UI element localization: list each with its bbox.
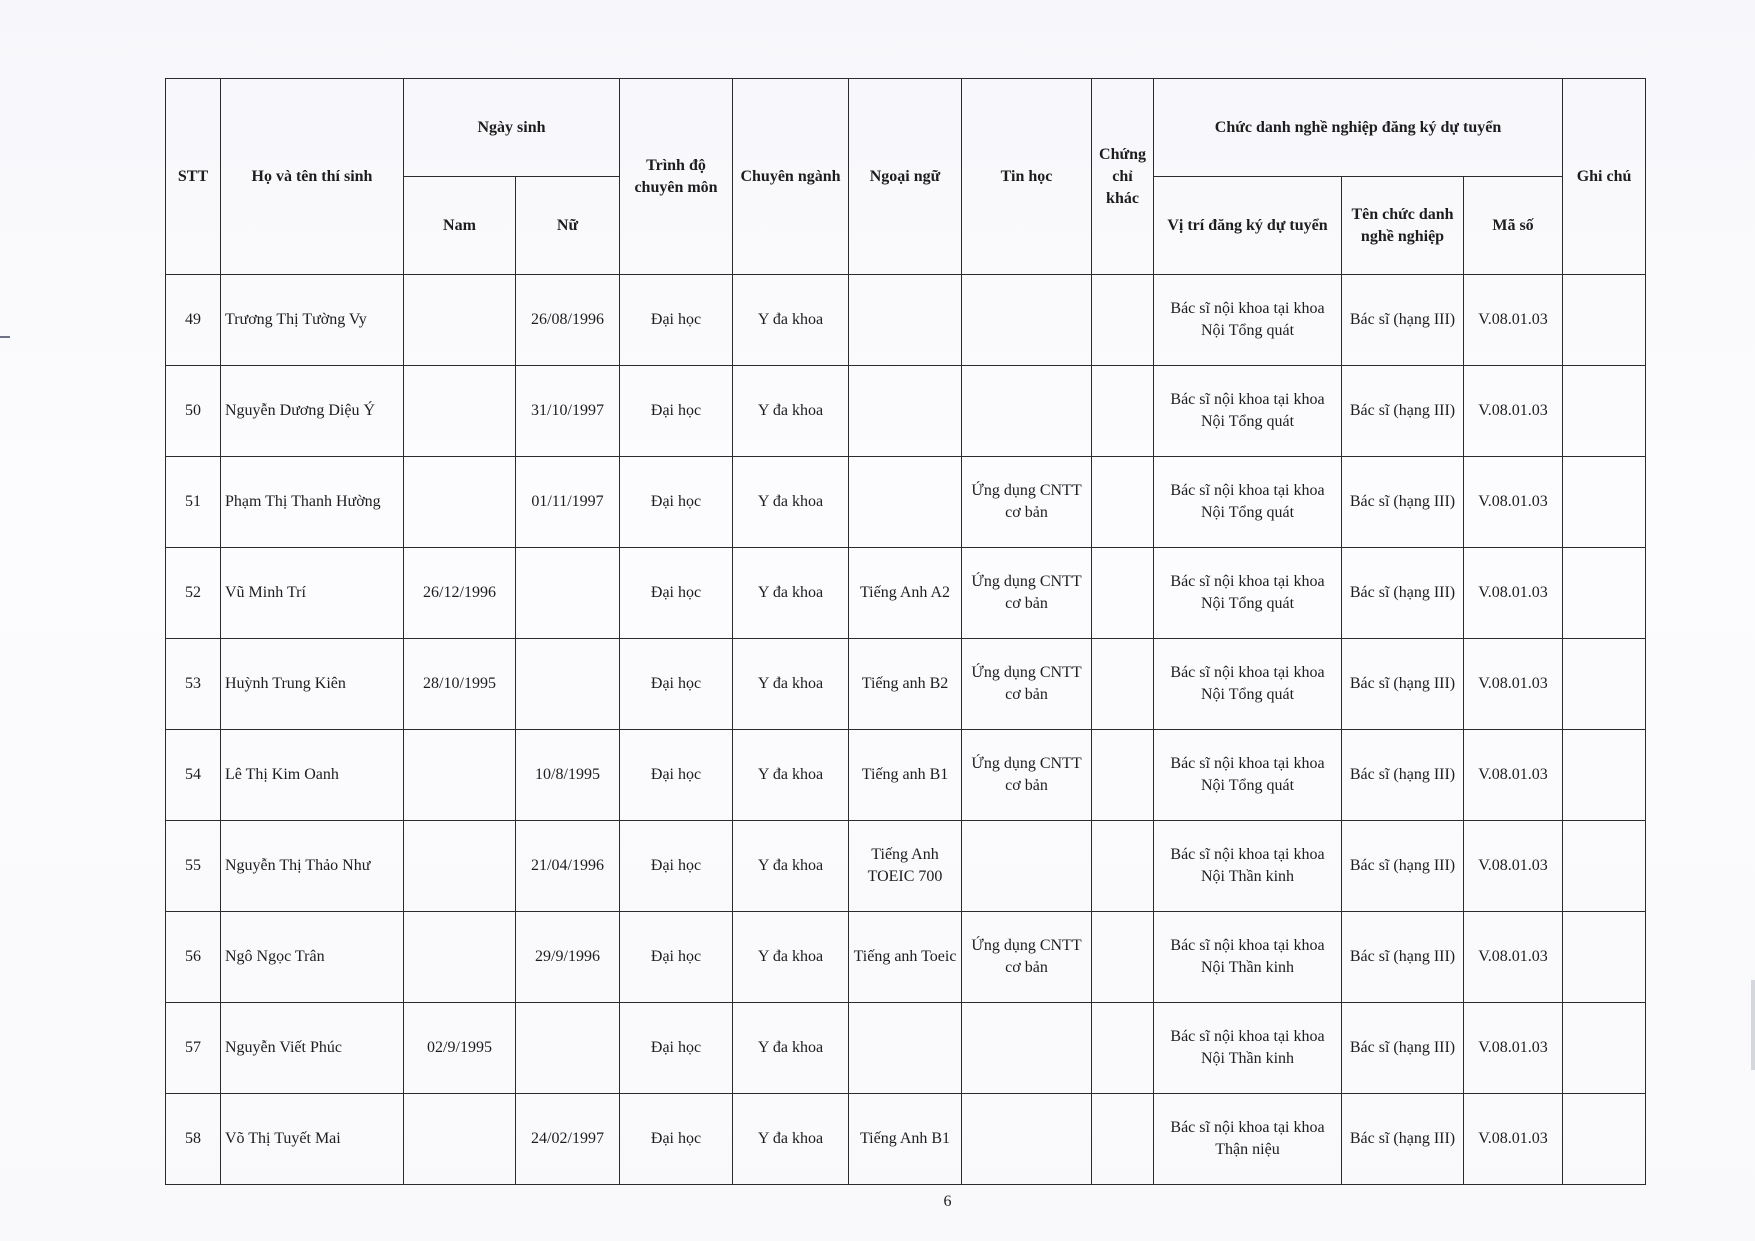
cell-major: Y đa khoa — [733, 912, 849, 1003]
cell-level: Đại học — [620, 639, 733, 730]
cell-language: Tiếng anh B1 — [849, 730, 962, 821]
header-dob: Ngày sinh — [404, 79, 620, 177]
cell-language: Tiếng Anh B1 — [849, 1094, 962, 1185]
cell-name: Huỳnh Trung Kiên — [221, 639, 404, 730]
cell-dob-male — [404, 457, 516, 548]
header-code: Mã số — [1464, 177, 1563, 275]
cell-code: V.08.01.03 — [1464, 366, 1563, 457]
cell-major: Y đa khoa — [733, 1094, 849, 1185]
cell-level: Đại học — [620, 366, 733, 457]
cell-name: Nguyễn Thị Thảo Như — [221, 821, 404, 912]
header-other-cert: Chứng chỉ khác — [1092, 79, 1154, 275]
cell-dob-male — [404, 275, 516, 366]
cell-position: Bác sĩ nội khoa tại khoa Nội Tổng quát — [1154, 730, 1342, 821]
cell-major: Y đa khoa — [733, 548, 849, 639]
cell-stt: 50 — [166, 366, 221, 457]
cell-position: Bác sĩ nội khoa tại khoa Thận niệu — [1154, 1094, 1342, 1185]
cell-stt: 55 — [166, 821, 221, 912]
cell-stt: 57 — [166, 1003, 221, 1094]
cell-note — [1563, 1094, 1646, 1185]
cell-language: Tiếng anh Toeic — [849, 912, 962, 1003]
cell-stt: 53 — [166, 639, 221, 730]
cell-position: Bác sĩ nội khoa tại khoa Nội Thần kinh — [1154, 1003, 1342, 1094]
cell-code: V.08.01.03 — [1464, 1094, 1563, 1185]
cell-name: Lê Thị Kim Oanh — [221, 730, 404, 821]
header-note: Ghi chú — [1563, 79, 1646, 275]
cell-code: V.08.01.03 — [1464, 912, 1563, 1003]
cell-major: Y đa khoa — [733, 457, 849, 548]
cell-name: Nguyễn Viết Phúc — [221, 1003, 404, 1094]
cell-name: Phạm Thị Thanh Hường — [221, 457, 404, 548]
cell-language — [849, 457, 962, 548]
cell-code: V.08.01.03 — [1464, 275, 1563, 366]
cell-stt: 52 — [166, 548, 221, 639]
cell-it — [962, 821, 1092, 912]
cell-other-cert — [1092, 912, 1154, 1003]
cell-level: Đại học — [620, 821, 733, 912]
table-row — [166, 639, 1646, 730]
cell-title: Bác sĩ (hạng III) — [1342, 639, 1464, 730]
cell-language — [849, 366, 962, 457]
cell-title: Bác sĩ (hạng III) — [1342, 366, 1464, 457]
cell-other-cert — [1092, 366, 1154, 457]
header-position: Vị trí đăng ký dự tuyển — [1154, 177, 1342, 275]
table-body — [166, 275, 1646, 1185]
cell-it — [962, 1003, 1092, 1094]
cell-language: Tiếng Anh A2 — [849, 548, 962, 639]
cell-dob-female — [516, 639, 620, 730]
header-name: Họ và tên thí sinh — [221, 79, 404, 275]
cell-level: Đại học — [620, 1003, 733, 1094]
header-position-group: Chức danh nghề nghiệp đăng ký dự tuyển — [1154, 79, 1563, 177]
table-row — [166, 548, 1646, 639]
table-row — [166, 275, 1646, 366]
cell-code: V.08.01.03 — [1464, 821, 1563, 912]
cell-dob-female: 26/08/1996 — [516, 275, 620, 366]
cell-stt: 54 — [166, 730, 221, 821]
header-row-1 — [166, 79, 1646, 177]
header-stt: STT — [166, 79, 221, 275]
header-dob-male: Nam — [404, 177, 516, 275]
cell-note — [1563, 912, 1646, 1003]
table-row — [166, 1003, 1646, 1094]
table-row — [166, 912, 1646, 1003]
cell-dob-male: 26/12/1996 — [404, 548, 516, 639]
table-row — [166, 730, 1646, 821]
cell-level: Đại học — [620, 912, 733, 1003]
cell-other-cert — [1092, 730, 1154, 821]
cell-position: Bác sĩ nội khoa tại khoa Nội Tổng quát — [1154, 275, 1342, 366]
cell-position: Bác sĩ nội khoa tại khoa Nội Tổng quát — [1154, 548, 1342, 639]
cell-it — [962, 1094, 1092, 1185]
cell-dob-male — [404, 1094, 516, 1185]
cell-note — [1563, 366, 1646, 457]
scan-artifact-edge — [1751, 980, 1755, 1070]
cell-other-cert — [1092, 457, 1154, 548]
cell-position: Bác sĩ nội khoa tại khoa Nội Thần kinh — [1154, 821, 1342, 912]
cell-other-cert — [1092, 275, 1154, 366]
cell-name: Vũ Minh Trí — [221, 548, 404, 639]
cell-language — [849, 1003, 962, 1094]
cell-title: Bác sĩ (hạng III) — [1342, 457, 1464, 548]
cell-it: Ứng dụng CNTT cơ bản — [962, 912, 1092, 1003]
cell-position: Bác sĩ nội khoa tại khoa Nội Tổng quát — [1154, 366, 1342, 457]
cell-major: Y đa khoa — [733, 366, 849, 457]
cell-language: Tiếng Anh TOEIC 700 — [849, 821, 962, 912]
cell-note — [1563, 1003, 1646, 1094]
cell-stt: 49 — [166, 275, 221, 366]
header-language: Ngoại ngữ — [849, 79, 962, 275]
table-row — [166, 1094, 1646, 1185]
cell-stt: 58 — [166, 1094, 221, 1185]
cell-major: Y đa khoa — [733, 639, 849, 730]
scan-artifact-mark — [0, 336, 10, 338]
cell-major: Y đa khoa — [733, 1003, 849, 1094]
cell-dob-male — [404, 366, 516, 457]
cell-name: Ngô Ngọc Trân — [221, 912, 404, 1003]
cell-position: Bác sĩ nội khoa tại khoa Nội Thần kinh — [1154, 912, 1342, 1003]
header-level: Trình độ chuyên môn — [620, 79, 733, 275]
cell-dob-male: 02/9/1995 — [404, 1003, 516, 1094]
cell-dob-male — [404, 730, 516, 821]
cell-dob-female: 29/9/1996 — [516, 912, 620, 1003]
cell-note — [1563, 821, 1646, 912]
header-major: Chuyên ngành — [733, 79, 849, 275]
cell-title: Bác sĩ (hạng III) — [1342, 912, 1464, 1003]
cell-major: Y đa khoa — [733, 730, 849, 821]
cell-code: V.08.01.03 — [1464, 457, 1563, 548]
cell-it: Ứng dụng CNTT cơ bản — [962, 639, 1092, 730]
cell-title: Bác sĩ (hạng III) — [1342, 821, 1464, 912]
cell-other-cert — [1092, 639, 1154, 730]
cell-name: Trương Thị Tường Vy — [221, 275, 404, 366]
cell-dob-male: 28/10/1995 — [404, 639, 516, 730]
cell-note — [1563, 457, 1646, 548]
cell-language — [849, 275, 962, 366]
cell-note — [1563, 275, 1646, 366]
cell-other-cert — [1092, 548, 1154, 639]
cell-dob-female — [516, 548, 620, 639]
cell-it: Ứng dụng CNTT cơ bản — [962, 730, 1092, 821]
cell-level: Đại học — [620, 275, 733, 366]
table-row — [166, 366, 1646, 457]
cell-stt: 51 — [166, 457, 221, 548]
cell-dob-female: 31/10/1997 — [516, 366, 620, 457]
cell-it — [962, 366, 1092, 457]
table-row — [166, 457, 1646, 548]
header-dob-female: Nữ — [516, 177, 620, 275]
table-row — [166, 821, 1646, 912]
header-title: Tên chức danh nghề nghiệp — [1342, 177, 1464, 275]
cell-level: Đại học — [620, 1094, 733, 1185]
cell-position: Bác sĩ nội khoa tại khoa Nội Tổng quát — [1154, 457, 1342, 548]
cell-code: V.08.01.03 — [1464, 1003, 1563, 1094]
cell-stt: 56 — [166, 912, 221, 1003]
cell-dob-female: 24/02/1997 — [516, 1094, 620, 1185]
header-it: Tin học — [962, 79, 1092, 275]
cell-title: Bác sĩ (hạng III) — [1342, 275, 1464, 366]
cell-dob-female: 21/04/1996 — [516, 821, 620, 912]
cell-note — [1563, 639, 1646, 730]
cell-name: Võ Thị Tuyết Mai — [221, 1094, 404, 1185]
candidate-table — [165, 78, 1646, 1185]
cell-other-cert — [1092, 821, 1154, 912]
cell-title: Bác sĩ (hạng III) — [1342, 1003, 1464, 1094]
cell-level: Đại học — [620, 730, 733, 821]
cell-dob-male — [404, 912, 516, 1003]
cell-dob-female: 10/8/1995 — [516, 730, 620, 821]
cell-note — [1563, 730, 1646, 821]
cell-position: Bác sĩ nội khoa tại khoa Nội Tổng quát — [1154, 639, 1342, 730]
cell-it — [962, 275, 1092, 366]
cell-note — [1563, 548, 1646, 639]
cell-it: Ứng dụng CNTT cơ bản — [962, 548, 1092, 639]
page-number: 6 — [943, 1193, 952, 1210]
cell-it: Ứng dụng CNTT cơ bản — [962, 457, 1092, 548]
cell-dob-male — [404, 821, 516, 912]
cell-language: Tiếng anh B2 — [849, 639, 962, 730]
cell-code: V.08.01.03 — [1464, 730, 1563, 821]
cell-title: Bác sĩ (hạng III) — [1342, 730, 1464, 821]
cell-level: Đại học — [620, 548, 733, 639]
cell-level: Đại học — [620, 457, 733, 548]
cell-dob-female: 01/11/1997 — [516, 457, 620, 548]
cell-other-cert — [1092, 1003, 1154, 1094]
cell-title: Bác sĩ (hạng III) — [1342, 1094, 1464, 1185]
cell-title: Bác sĩ (hạng III) — [1342, 548, 1464, 639]
cell-major: Y đa khoa — [733, 275, 849, 366]
cell-other-cert — [1092, 1094, 1154, 1185]
cell-name: Nguyễn Dương Diệu Ý — [221, 366, 404, 457]
cell-dob-female — [516, 1003, 620, 1094]
cell-code: V.08.01.03 — [1464, 639, 1563, 730]
cell-code: V.08.01.03 — [1464, 548, 1563, 639]
cell-major: Y đa khoa — [733, 821, 849, 912]
